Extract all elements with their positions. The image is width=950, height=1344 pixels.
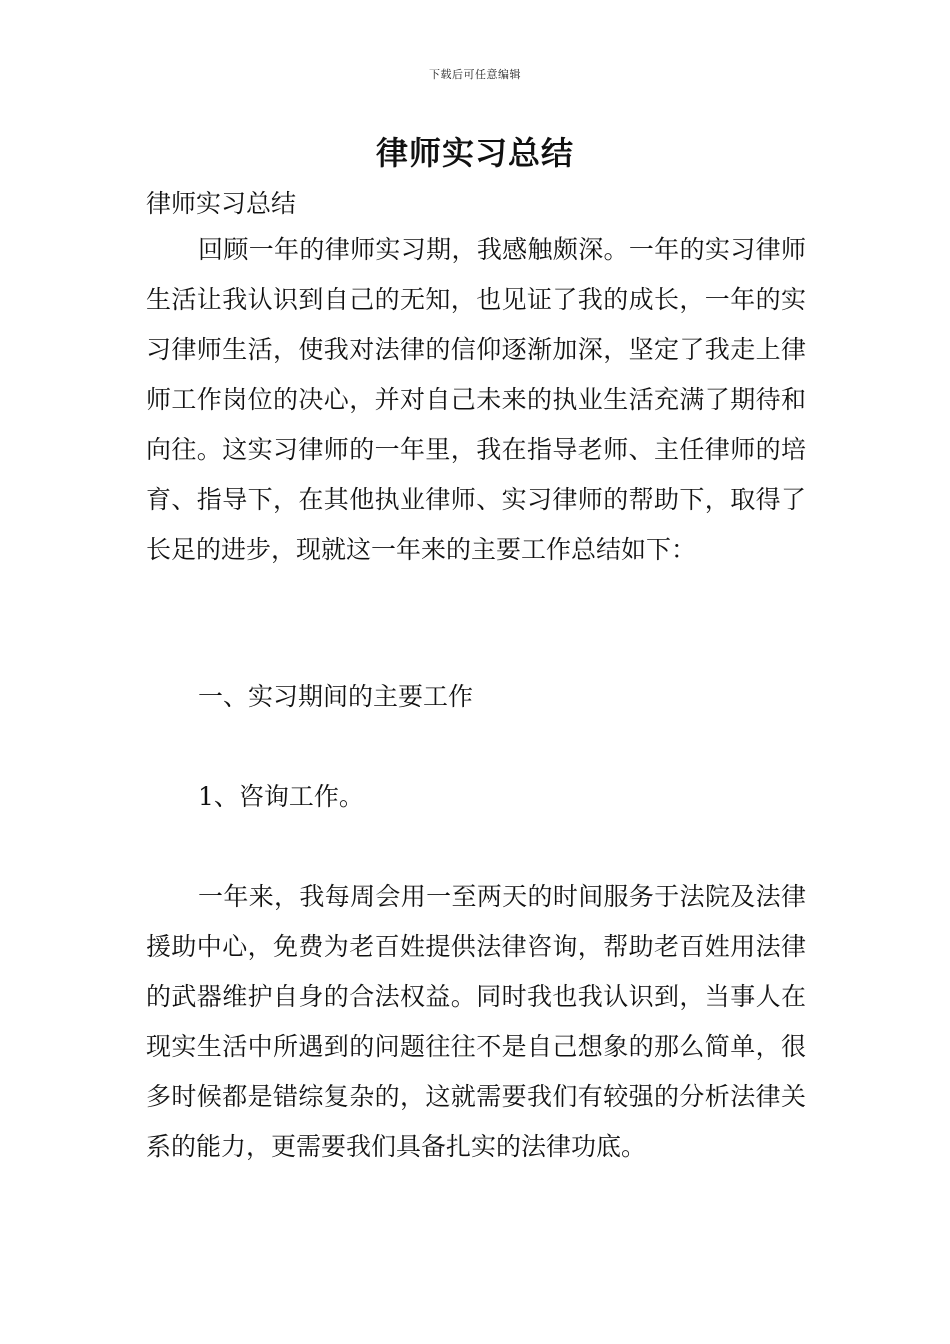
consulting-paragraph: 一年来，我每周会用一至两天的时间服务于法院及法律援助中心，免费为老百姓提供法律咨询，帮助老百姓用法律的武器维护自身的合法权益。同时我也我认识到，当事人在现实生活中所遇到的问题往往不是自己想象的那么简单，很多时候都是错综复杂的，这就需要我们有较强的分析法律关系的能力，更需要我们具备扎实的法律功底。 xyxy=(146,882,806,1161)
intro-paragraph: 回顾一年的律师实习期，我感触颇深。一年的实习律师生活让我认识到自己的无知，也见证了我的成长，一年的实习律师生活，使我对法律的信仰逐渐加深，坚定了我走上律师工作岗位的决心，并对自己未来的执业生活充满了期待和向往。这实习律师的一年里，我在指导老师、主任律师的培育、指导下，在其他执业律师、实习律师的帮助下，取得了长足的进步，现就这一年来的主要工作总结如下： xyxy=(146,235,806,564)
header-note: 下载后可任意编辑 xyxy=(429,68,521,81)
document-subtitle: 律师实习总结 xyxy=(146,189,297,218)
subsection-heading-consulting: 1、咨询工作。 xyxy=(198,782,364,811)
section-heading-main-work: 一、实习期间的主要工作 xyxy=(198,682,474,711)
document-title: 律师实习总结 xyxy=(375,134,574,172)
